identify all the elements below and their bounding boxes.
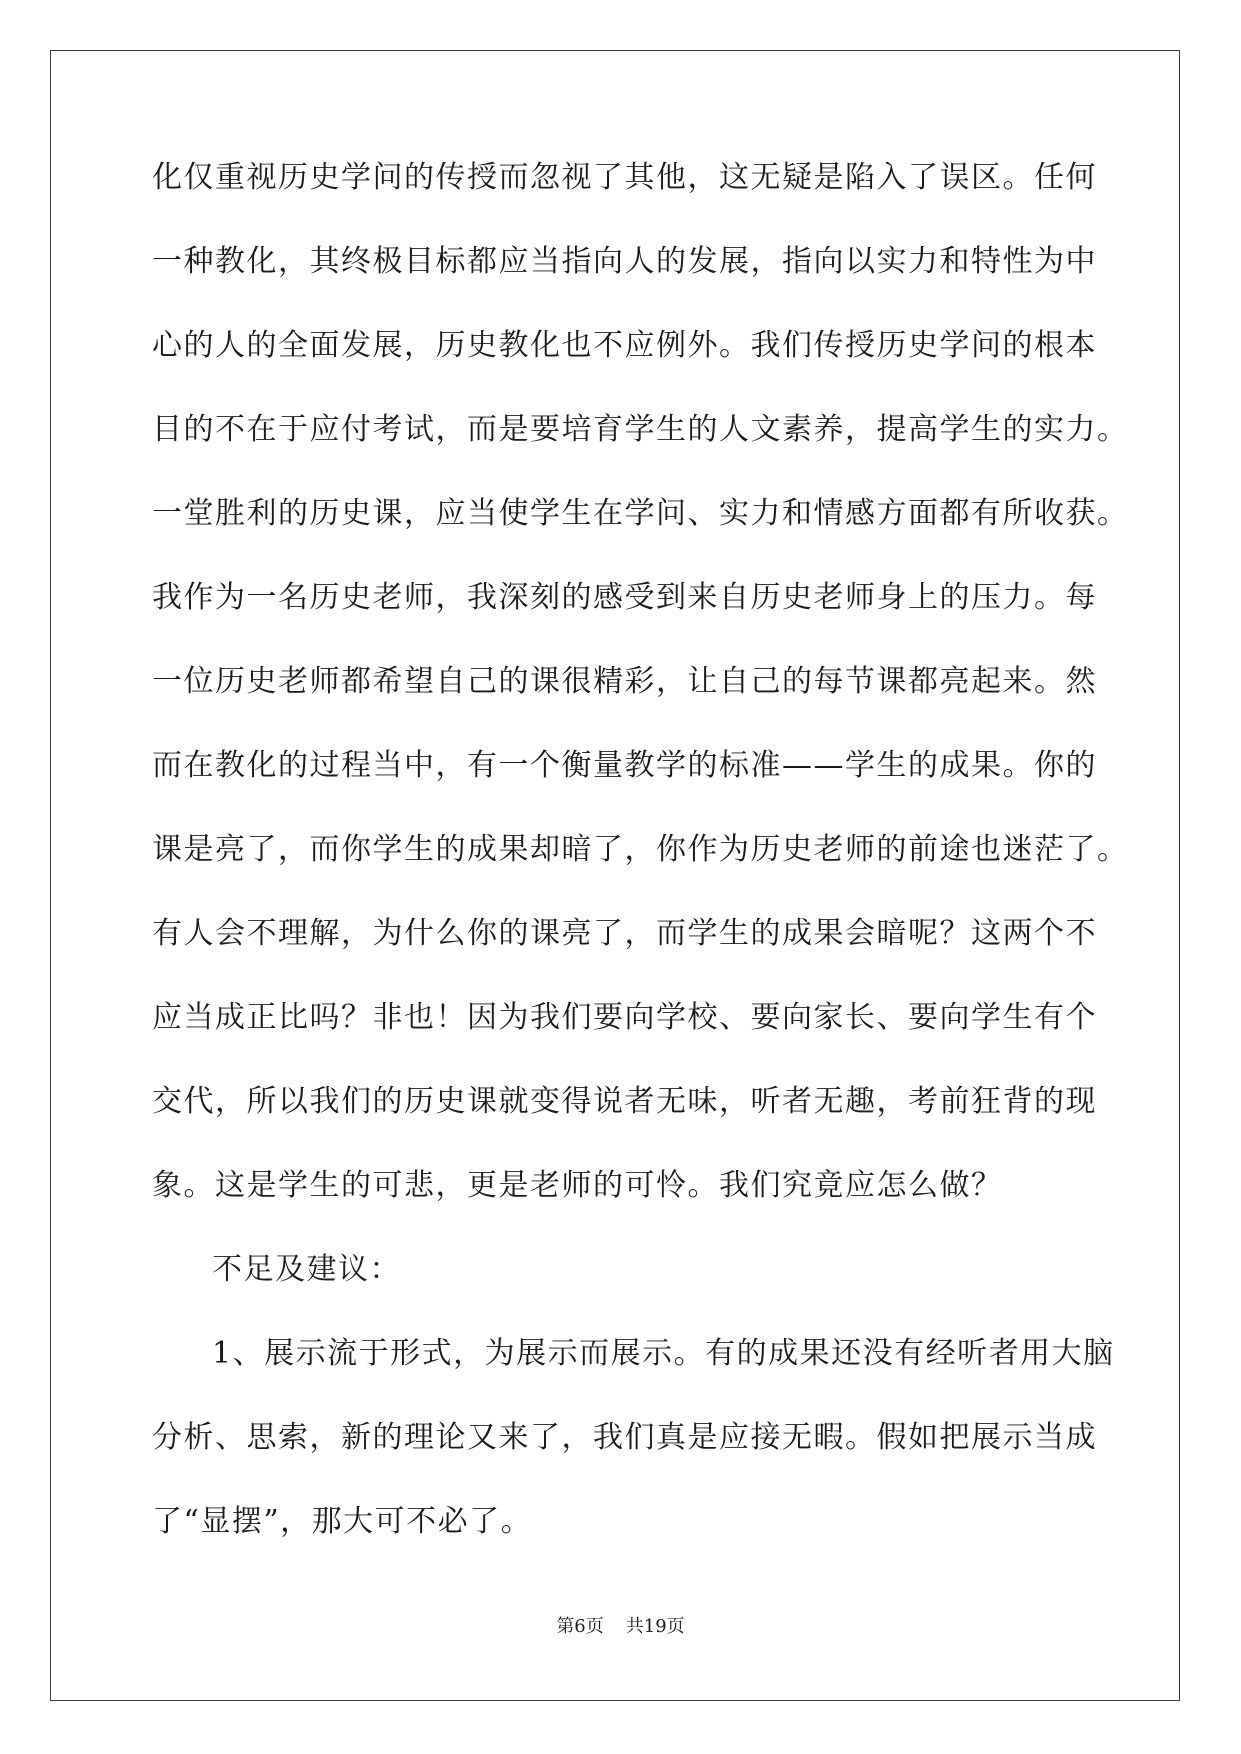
text-line: 化仅重视历史学问的传授而忽视了其他，这无疑是陷入了误区。任何 [152, 160, 1097, 195]
text-line: 心的人的全面发展，历史教化也不应例外。我们传授历史学问的根本 [152, 328, 1097, 363]
text-line: 一堂胜利的历史课，应当使学生在学问、实力和情感方面都有所收获。 [152, 496, 1129, 531]
text-line: 课是亮了，而你学生的成果却暗了，你作为历史老师的前途也迷茫了。 [152, 832, 1129, 867]
text-line: 了“显摆”，那大可不必了。 [152, 1504, 533, 1539]
text-line: 象。这是学生的可悲，更是老师的可怜。我们究竟应怎么做？ [152, 1168, 1003, 1203]
text-line: 交代，所以我们的历史课就变得说者无味，听者无趣，考前狂背的现 [152, 1084, 1097, 1119]
text-line: 1、展示流于形式，为展示而展示。有的成果还没有经听者用大脑 [212, 1336, 1115, 1371]
text-line: 一位历史老师都希望自己的课很精彩，让自己的每节课都亮起来。然 [152, 664, 1097, 699]
page-number: 第6页 [556, 1616, 604, 1637]
page-total: 共19页 [625, 1616, 685, 1637]
page-footer [0, 1612, 1241, 1638]
text-line: 应当成正比吗？非也！因为我们要向学校、要向家长、要向学生有个 [152, 1000, 1097, 1035]
text-line: 一种教化，其终极目标都应当指向人的发展，指向以实力和特性为中 [152, 244, 1097, 279]
text-line: 不足及建议： [212, 1252, 401, 1287]
document-body [152, 158, 1129, 1586]
text-line: 目的不在于应付考试，而是要培育学生的人文素养，提高学生的实力。 [152, 412, 1129, 447]
text-line: 我作为一名历史老师，我深刻的感受到来自历史老师身上的压力。每 [152, 580, 1097, 615]
text-line: 有人会不理解，为什么你的课亮了，而学生的成果会暗呢？这两个不 [152, 916, 1097, 951]
text-line: 而在教化的过程当中，有一个衡量教学的标准——学生的成果。你的 [152, 748, 1097, 783]
text-line: 分析、思索，新的理论又来了，我们真是应接无暇。假如把展示当成 [152, 1420, 1097, 1455]
